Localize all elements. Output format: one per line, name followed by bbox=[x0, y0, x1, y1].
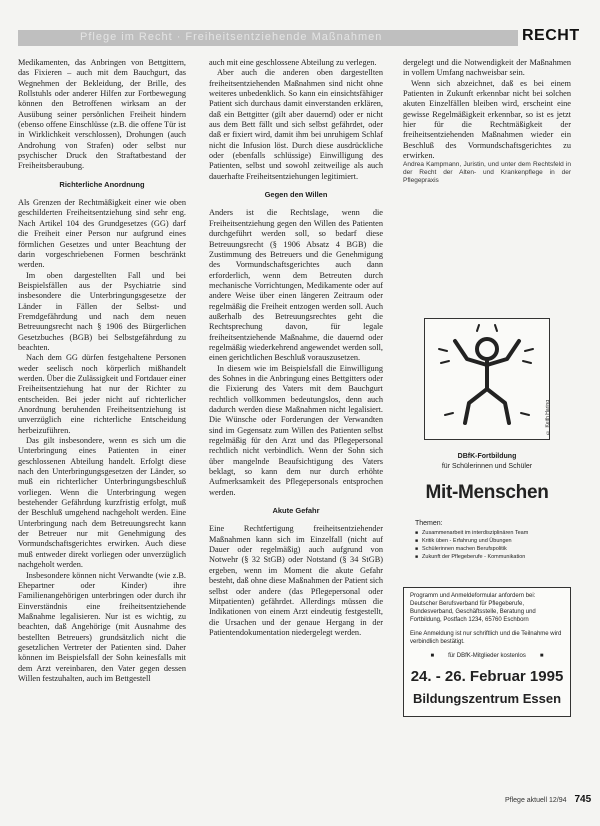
registration-box bbox=[403, 587, 571, 717]
event-date: 24. - 26. Februar 1995 bbox=[410, 668, 564, 685]
paragraph: Nach dem GG dürfen festgehaltene Personen weder seelisch noch körperlich mißhandelt werden. Über die Zulässigkeit und Fortdauer einer Freiheitsentziehung hat nur der Richter zu entscheiden. Bei jeder nicht auf richterlicher Anordnung beruhenden Freiheitsentziehung ist unverzüglich eine richterliche Entscheidung herbeizuführen. bbox=[18, 353, 186, 435]
subheading: Gegen den Willen bbox=[264, 190, 328, 200]
paragraph: auch mit eine geschlossene Abteilung zu verlegen. bbox=[209, 58, 377, 67]
paragraph: Anders ist die Rechtslage, wenn die Freiheitsentziehung gegen den Willen des Patienten durchgeführt werden soll, so bedarf diese Betreuungsrecht (§ 1906 Absatz 4 BGB) die Zustimmung des Betreuers und die Genehmigung des Vormundschaftsgerichtes auch dann erforderlich, wenn dem Betreuten durch mechanische Vorrichtungen, Medikamente oder auf andere Weise über einen längeren Zeitraum oder regelmäßig die Freiheit entzogen werden soll. Auch außerhalb des Betreuungsrechtes geht die Rechtsprechung davon, für legale freiheitsentziehende Maßnahme, die dauernd oder regelmäßig wiederkehrend angewendet werden soll, einen gerichtlichen Beschluß vorauszusetzen. bbox=[209, 208, 383, 363]
paragraph: Als Grenzen der Rechtmäßigkeit einer wie oben geschilderten Freiheitsentziehung sind sehr eng. Nach Artikel 104 des Grundgesetzes (GG) darf die Freiheit einer Person nur aufgrund eines förmlichen Gesetzes und unter Beachtung der darin vorgeschriebenen Formen beschränkt werden. bbox=[18, 198, 186, 270]
author-byline: Andrea Kampmann, Juristin, und unter dem Rechtsfeld in der Recht der Alten- und Krankenpflege in der Pflegepraxis bbox=[403, 161, 571, 185]
paragraph: Das gilt insbesondere, wenn es sich um die Unterbringung eines Patienten in einer geschlossenen Abteilung handelt. Erfolgt diese nach den Unterbringungsgesetzen der Länder, so muß ein richterlicher Unterbringungsbeschluß vorliegen. Wenn die Unterbringung wegen bestehender Gefährdung kurzfristig erfolgt, muß der Beschluß umgehend nachgeholt werden. Eine Unterbringung nach dem Betreuungsrecht kann der Betreuer nur mit Genehmigung des Vormundschaftsgerichtes erwirken. Auch diese muß entweder direkt vorliegen oder unverzüglich nachgeholt werden. bbox=[18, 436, 186, 570]
course-line-1: DBfK-Fortbildung bbox=[457, 453, 517, 460]
section-label: RECHT bbox=[522, 27, 580, 44]
themes-list bbox=[415, 529, 571, 561]
advertisement bbox=[403, 258, 571, 786]
image-credit: © Keith Haring bbox=[545, 400, 551, 435]
page-footer bbox=[505, 794, 591, 805]
list-item: ■ Zusammenarbeit im interdisziplinären Team bbox=[415, 529, 571, 537]
course-heading bbox=[403, 452, 571, 472]
paragraph: Aber auch die anderen oben dargestellten freiheitsentziehenden Maßnahmen sind nicht ohne weiteres unbedenklich. So kann ein einsichtsfähiger Patient sich durchaus damit einverstanden erklären, daß ein Bettgitter (gilt aber dauernd) oder er nicht aus dem Bett fällt und sich selbst gefährdet, oder daß er fixiert wird, damit ihm bei unruhigem Schlaf nicht die Infusion löst. Durch diese ausdrückliche oder (ebenfalls schlüssige) Einwilligung des Patienten, selbst und sowohl zeitweilige als auch dauerhafte Freiheitsentziehungen legitimiert. bbox=[209, 68, 383, 181]
issue-label: Pflege aktuell 12/94 bbox=[505, 797, 567, 804]
paragraph: Wenn sich abzeichnet, daß es bei einem Patienten in Zukunft erkennbar nicht bei solchen akuten Einzelfällen bleiben wird, erscheint eine gewisse Regelmäßigkeit erkennbar, so ist es jetzt hier für die Rechtmäßigkeit der freiheitsentziehenden Maßnahmen wieder ein Beschluß des Vormundschaftsgerichtes zu erwirken. bbox=[403, 78, 571, 161]
registration-note: Eine Anmeldung ist nur schriftlich und die Teilnahme wird verbindlich bestätigt. bbox=[410, 631, 562, 645]
paragraph: Eine Rechtfertigung freiheitsentziehender Maßnahmen kann sich im Einzelfall (nicht auf Dauer oder regelmäßig) auch aufgrund von Notwehr (§ 32 StGB) oder Notstand (§ 34 StGB) ergeben, wenn im Moment die akute Gefahr besteht, daß ohne diese Maßnahmen der Patient sich selbst oder andere (das Pflegepersonal oder Mitpatienten) gefährdet. Allerdings müssen die Indikationen von einem Arzt eindeutig festgestellt, die Ursachen und der genaue Hergang in der Patientendokumentation niedergelegt werden. bbox=[209, 524, 383, 637]
members-note: ■ für DBfK-Mitglieder kostenlos ■ bbox=[410, 652, 564, 660]
list-item: ■ Schülerinnen machen Berufspolitik bbox=[415, 545, 571, 553]
subheading: Richterliche Anordnung bbox=[59, 179, 145, 189]
column-2 bbox=[209, 58, 383, 638]
paragraph: Insbesondere können nicht Verwandte (wie z.B. Ehepartner oder Kinder) ihre Familienangehörigen unterbringen oder durch ihr Einverständnis eine freiheitsentziehende Maßnahme legalisieren. Nur ist es wichtig, zu beachten, daß Angehörige (mit Ausnahme des bestellten Betreuers) grundsätzlich nicht die gesetzlichen Vertreter der Patienten sind. Daher können im Beispielsfall der Sohn keinesfalls mit dem Arzt vereinbaren, den Vater gegen dessen Willen festzuhalten, auch im Bettgestell bbox=[18, 570, 186, 683]
column-3 bbox=[403, 58, 571, 185]
header-band-text: Pflege im Recht · Freiheitsentziehende Maßnahmen bbox=[80, 31, 383, 43]
themes-label: Themen: bbox=[415, 520, 443, 527]
paragraph: Medikamenten, das Anbringen von Bettgittern, das Fixieren – auch mit dem Bauchgurt, das Wegnehmen der Bekleidung, der Brille, des Rollstuhls oder anderer Hilfen zur Fortbewegung können den Betroffenen wirksam an der Ausübung seiner persönlichen Freiheit hindern (ebenso offene Einschlüsse (z.B. die offene Tür ist in Wirklichkeit verschlossen), Drohungen (auch Androhung von Strafen) oder selbst nur psychischer Druck den Straftatbestand der Freiheitsberaubung. bbox=[18, 58, 186, 171]
dancing-figure-illustration bbox=[424, 318, 550, 440]
dancing-figure-icon bbox=[425, 319, 549, 439]
column-1 bbox=[18, 58, 186, 684]
event-venue: Bildungszentrum Essen bbox=[412, 691, 562, 706]
list-item: ■ Zukunft der Pflegeberufe - Kommunikation bbox=[415, 553, 571, 561]
ad-title: Mit-Menschen bbox=[425, 482, 549, 503]
registration-info: Programm und Anmeldeformular anfordern bei: Deutscher Berufsverband für Pflegeberufe, Bundesverband, Geschäftsstelle, Beratung und Fortbildung, Postfach 1234, 65760 Eschborn bbox=[410, 593, 536, 623]
paragraph: Im oben dargestellten Fall und bei Beispielsfällen aus der Psychiatrie sind insbesondere die Unterbringungsgesetze der Länder in Fällen der Selbst- und Fremdgefährdung und nach dem neuen Betreuungsrecht nach § 1906 des Bürgerlichen Gesetzbuches (BGB) bei Selbstgefährdung zu beachten. bbox=[18, 270, 186, 352]
course-line-2: für Schülerinnen und Schüler bbox=[441, 463, 533, 470]
list-item: ■ Kritik üben - Erfahrung und Übungen bbox=[415, 537, 571, 545]
subheading: Akute Gefahr bbox=[272, 506, 320, 516]
paragraph: In diesem wie im Beispielsfall die Einwilligung des Sohnes in die Anbringung eines Bettgitters oder die Fixierung des Vaters mit dem Bauchgurt rechtlich vollkommen bedeutungslos, denn auch dadurch werden diese Maßnahmen nicht legalisiert. Die Wünsche oder Forderungen der Verwandten sind im Gegensatz zum Willen des Patienten selbst regelmäßig für den Arzt und das Pflegepersonal rechtlich nicht verbindlich. Wenn der Sohn sich über mangelnde Beaufsichtigung des Vaters beklagt, so kann dem nur durch erhöhte Aufmerksamkeit des Pflegepersonals entsprochen werden. bbox=[209, 363, 383, 497]
page-number: 745 bbox=[574, 794, 592, 805]
paragraph: dergelegt und die Notwendigkeit der Maßnahmen in vollem Umfang nachweisbar sein. bbox=[403, 58, 571, 78]
